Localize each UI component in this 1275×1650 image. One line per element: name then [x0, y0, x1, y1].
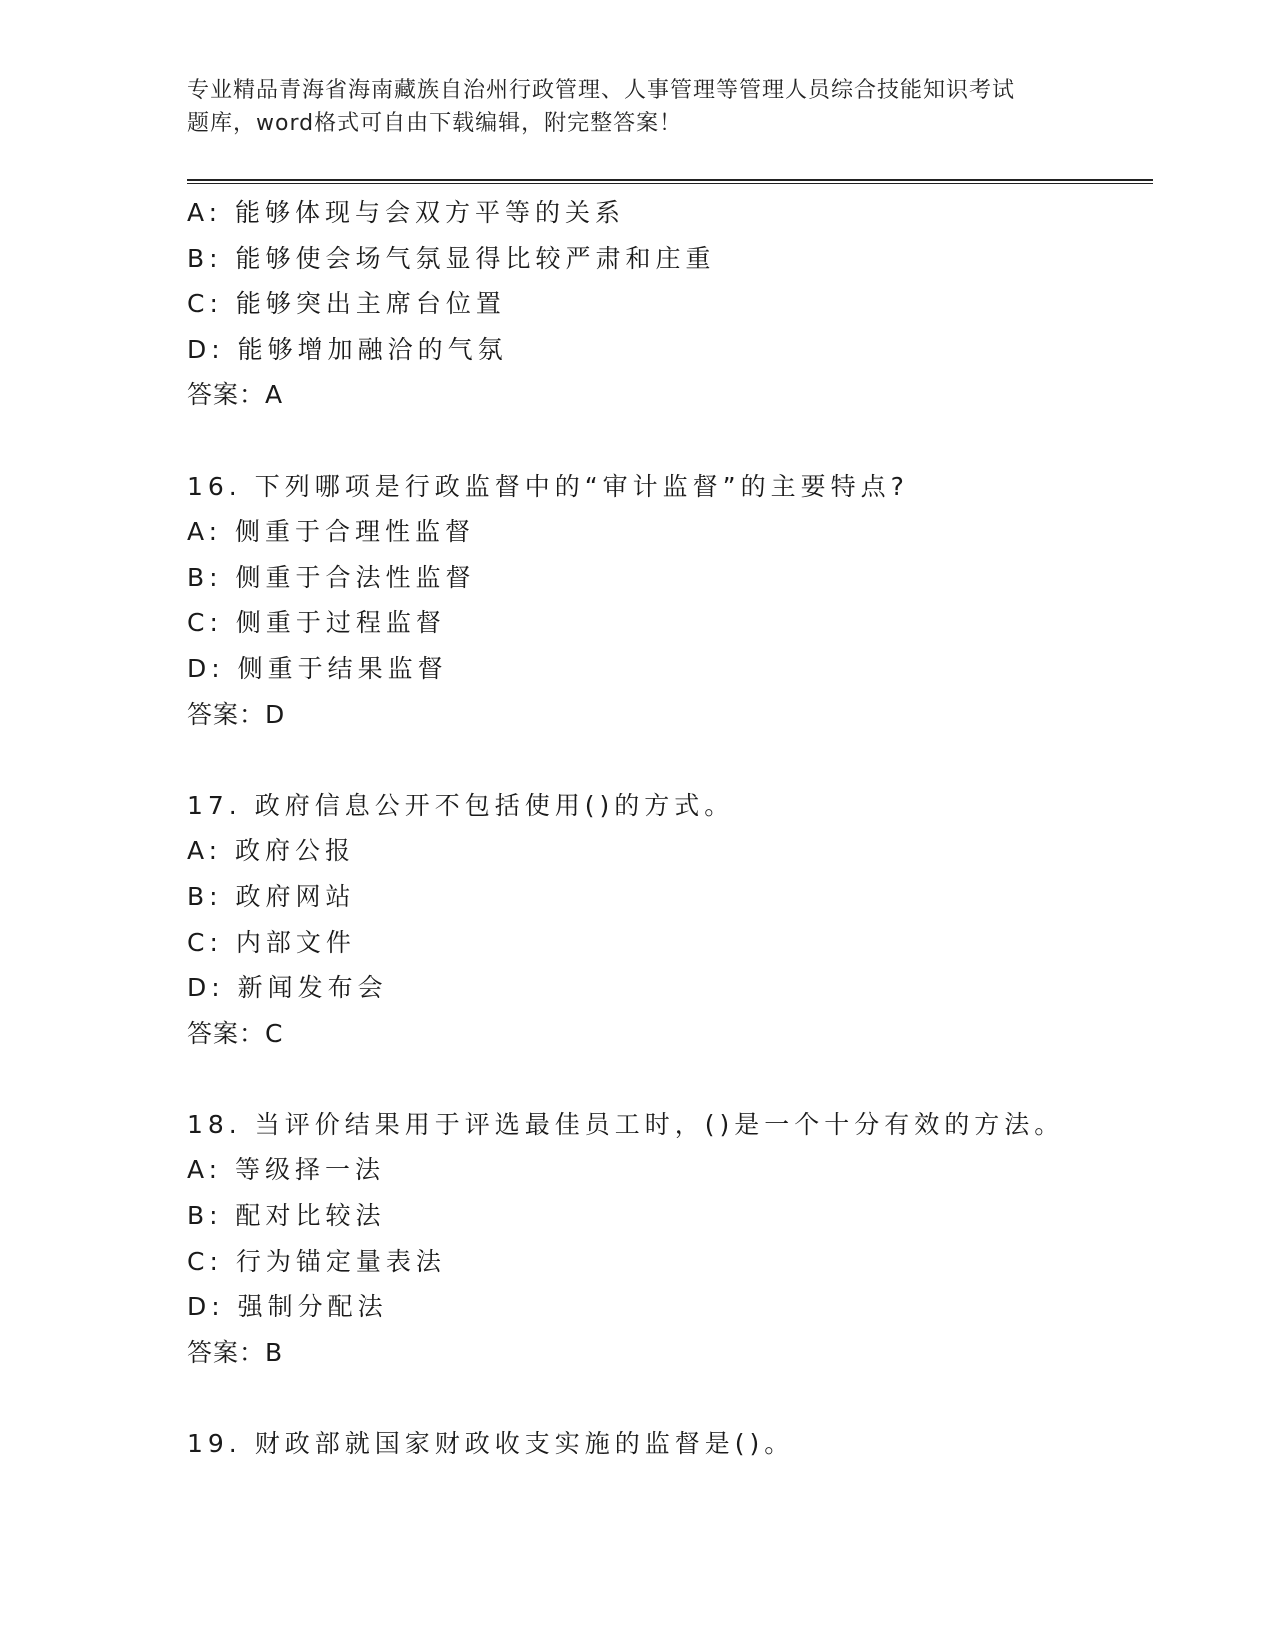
- option-b: B: 侧重于合法性监督: [187, 562, 476, 592]
- question-block-15: [187, 190, 1153, 418]
- spacer: [187, 1375, 1153, 1421]
- header-divider-thin: [187, 183, 1153, 184]
- option-a: A: 等级择一法: [187, 1155, 386, 1185]
- answer-line: 答案：A: [187, 380, 284, 410]
- question-text: 18. 当评价结果用于评选最佳员工时，()是一个十分有效的方法。: [187, 1109, 1065, 1139]
- question-list: [187, 190, 1153, 1467]
- spacer: [187, 1056, 1153, 1102]
- answer-line: 答案：C: [187, 1018, 284, 1048]
- option-c: C: 内部文件: [187, 927, 356, 957]
- document-header: [187, 74, 1087, 140]
- spacer: [187, 737, 1153, 783]
- question-text: 17. 政府信息公开不包括使用()的方式。: [187, 790, 735, 820]
- option-d: D: 能够增加融洽的气氛: [187, 334, 508, 364]
- header-line-2: 题库，word格式可自由下载编辑，附完整答案！: [187, 111, 683, 136]
- option-b: B: 能够使会场气氛显得比较严肃和庄重: [187, 243, 716, 273]
- option-a: A: 侧重于合理性监督: [187, 517, 476, 547]
- question-block-17: [187, 783, 1153, 1057]
- option-a: A: 政府公报: [187, 836, 356, 866]
- question-text: 19. 财政部就国家财政收支实施的监督是()。: [187, 1429, 795, 1459]
- option-b: B: 配对比较法: [187, 1201, 386, 1231]
- option-c: C: 能够突出主席台位置: [187, 289, 506, 319]
- option-d: D: 新闻发布会: [187, 973, 388, 1003]
- question-block-19: [187, 1421, 1153, 1467]
- header-line-1: 专业精品青海省海南藏族自治州行政管理、人事管理等管理人员综合技能知识考试: [187, 78, 1016, 103]
- header-divider-thick: [187, 179, 1153, 181]
- answer-line: 答案：B: [187, 1337, 284, 1367]
- option-c: C: 行为锚定量表法: [187, 1246, 446, 1276]
- option-c: C: 侧重于过程监督: [187, 608, 446, 638]
- question-block-16: [187, 464, 1153, 738]
- spacer: [187, 418, 1153, 464]
- question-block-18: [187, 1102, 1153, 1376]
- option-a: A: 能够体现与会双方平等的关系: [187, 198, 626, 227]
- question-text: 16. 下列哪项是行政监督中的“审计监督”的主要特点?: [187, 471, 909, 501]
- answer-line: 答案：D: [187, 699, 286, 729]
- option-d: D: 侧重于结果监督: [187, 653, 448, 683]
- option-b: B: 政府网站: [187, 881, 356, 911]
- option-d: D: 强制分配法: [187, 1292, 388, 1322]
